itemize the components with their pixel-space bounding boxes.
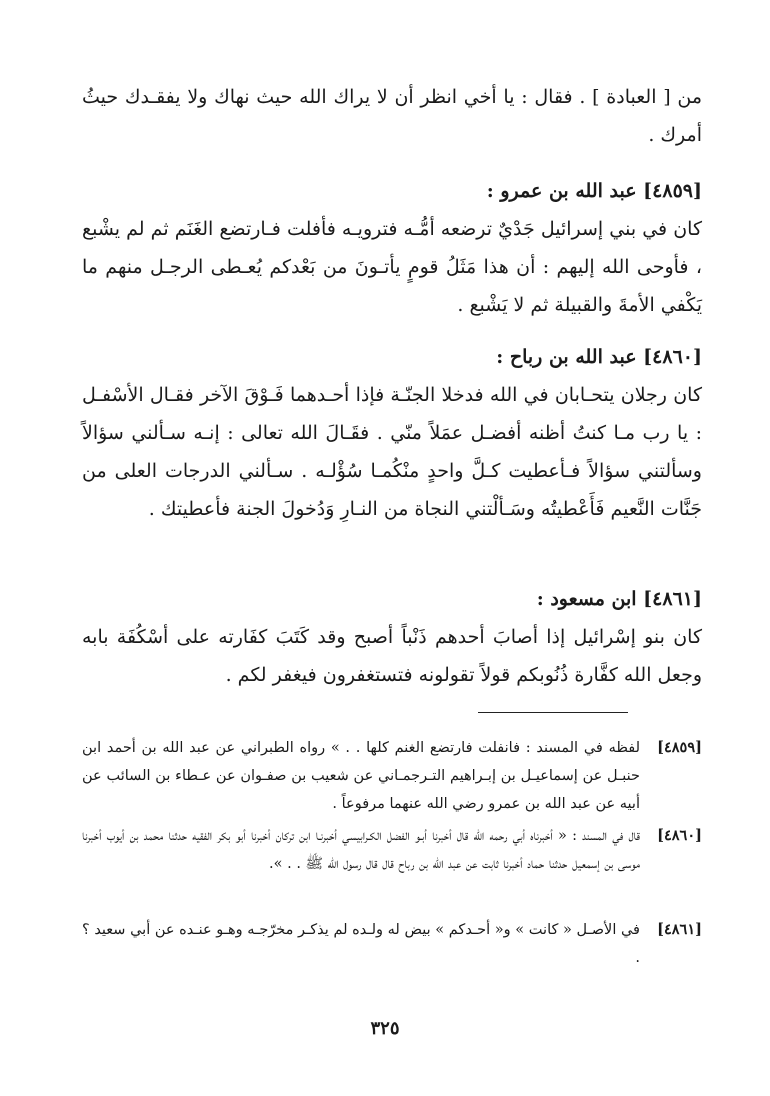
entry-heading-4860 — [82, 338, 702, 376]
footnote-4860 — [82, 822, 702, 878]
footnote-divider — [478, 712, 628, 713]
footnote-4861 — [82, 916, 702, 972]
entry-text-4861 — [82, 618, 702, 694]
entry-number: [٤٨٦٠] — [643, 346, 702, 368]
entry-number: [٤٨٦١] — [643, 588, 702, 610]
entry-text-4859 — [82, 210, 702, 324]
intro-text: من [ العبادة ] . فقال : يا أخي انظر أن لا يراك الله حيث نهاك ولا يفقـدك حيثُ أمرك . — [82, 86, 702, 146]
footnote-text: في الأصـل « كانت » و« أحـدكم » بيض له ولـده لم يذكـر مخرّجـه وهـو عنـده عن أبي سعيد ؟ . — [82, 922, 640, 966]
footnote-number: [٤٨٥٩] — [657, 739, 702, 756]
entry-heading-4861 — [82, 580, 702, 618]
entry-text-4860 — [82, 376, 702, 528]
entry-text: كان بنو إسْرائيل إذا أصابَ أحدهم ذَنْباً أصبح وقد كَتَبَ كفَارته على أسْكُفَة بابه وجعل الله كفَّارة ذُنُوبكم قولاً تقولونه فتستغفرون فيغفر لكم . — [82, 626, 702, 686]
footnote-4859 — [82, 734, 702, 818]
footnote-text: لفظه في المسند : فانفلت فارتضع الغنم كلها . . » رواه الطبراني عن عبد الله بن أحمد ابن حنبـل عن إسماعيـل بن إبـراهيم التـرجمـاني عن شعيب بن صفـوان عن عـطاء بن السائب عن أبيه عن عبد الله بن عمرو رضي الله عنهما مرفوعاً . — [82, 740, 640, 812]
entry-number: [٤٨٥٩] — [643, 180, 702, 202]
footnote-number: [٤٨٦١] — [657, 921, 702, 938]
entry-name: عبد الله بن رباح : — [496, 346, 637, 368]
entry-name: عبد الله بن عمرو : — [486, 180, 637, 202]
page-number: ٣٢٥ — [370, 1018, 400, 1039]
footnote-number: [٤٨٦٠] — [657, 827, 702, 844]
entry-name: ابن مسعود : — [536, 588, 637, 610]
entry-text: كان رجلان يتحـابان في الله فدخلا الجنّـة فإذا أحـدهما فَـوْقَ الآخر فقـال الأسْفـل : يا رب مـا كنتُ أظنه أفضـل عمَلاً منّي . فقَـالَ الله تعالى : إنـه سـألني سؤالاً وسألتني سؤالاً فـأعطيت كـلَّ واحدٍ منْكُمـا سُؤْلـه . سـألني الدرجات العلى من جَنَّات النَّعيم فَأَعْطيتُه وسَـألْتني النجاة من النـارِ وَدُخولَ الجنة فأعطيتك . — [82, 384, 702, 520]
entry-text: كان في بني إسرائيل جَدْيٌ ترضعه أمُّـه فترويـه فأفلت فـارتضع الغَنَم ثم لم يشْبع ، فأوحى الله إليهم : أن هذا مَثَلُ قومٍ يأتـونَ من بَعْدكم يُعـطى الرجـل منهم ما يَكْفي الأمةَ والقبيلة ثم لا يَشْبع . — [82, 218, 702, 316]
footnote-text: قال في المسند : « أخبرناه أبي رحمه الله قال أخبرنا أبـو الفضل الكـرابيسي أخبرنـا ابن تركان أخبرنا أبو بكر الفقيه حدثنا محمد بن أيوب أخبرنا موسى بن إسمعيل حدثنا حماد أخبرنا ثابت عن عبد الله بن رباح قال قال رسول الله ﷺ . . ». — [82, 828, 640, 872]
entry-heading-4859 — [82, 172, 702, 210]
intro-paragraph — [82, 78, 702, 154]
